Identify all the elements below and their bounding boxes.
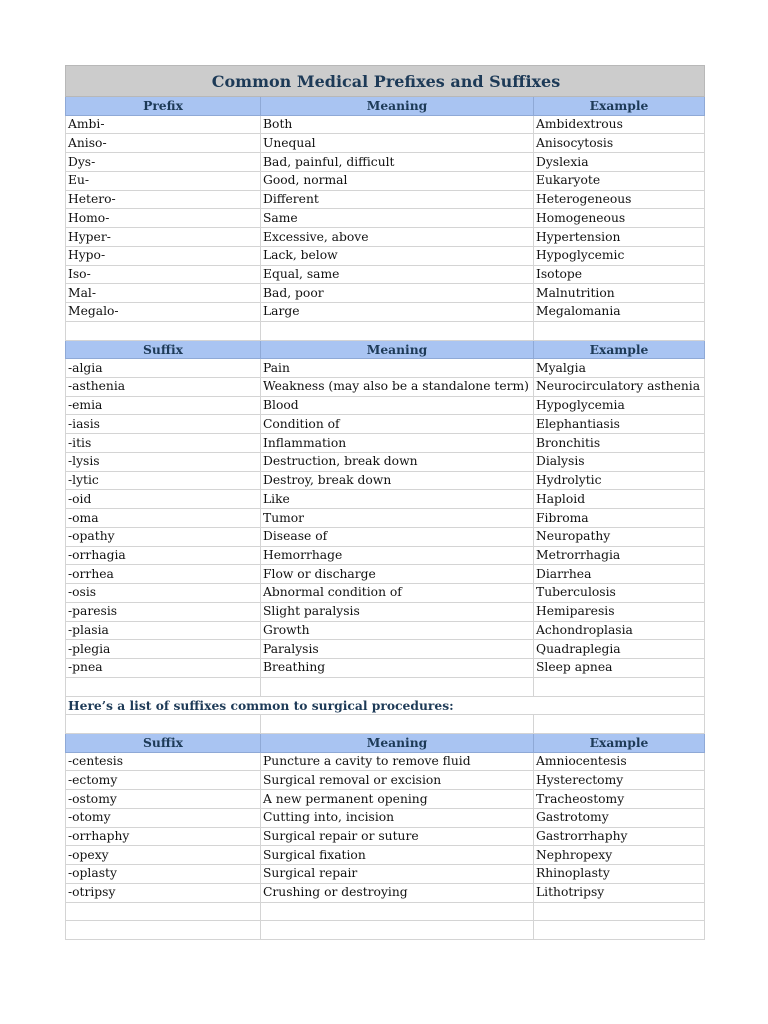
term-cell: -opexy: [66, 846, 261, 865]
meaning-cell: Tumor: [261, 509, 534, 528]
term-cell: [66, 902, 261, 921]
term-cell: Megalo-: [66, 303, 261, 322]
term-cell: -orrhagia: [66, 546, 261, 565]
term-cell: -paresis: [66, 602, 261, 621]
example-cell: Tuberculosis: [534, 584, 705, 603]
prefix-row: [66, 303, 705, 322]
term-cell: -plegia: [66, 640, 261, 659]
example-cell: Sleep apnea: [534, 659, 705, 678]
meaning-cell: Growth: [261, 621, 534, 640]
surgical-row: [66, 883, 705, 902]
prefix-row: [66, 209, 705, 228]
term-cell: [66, 321, 261, 340]
suffix-row: [66, 602, 705, 621]
example-cell: Ambidextrous: [534, 115, 705, 134]
meaning-cell: Inflammation: [261, 434, 534, 453]
meaning-cell: Cutting into, incision: [261, 808, 534, 827]
term-cell: Suffix: [66, 340, 261, 359]
surgical-row: [66, 865, 705, 884]
example-cell: Example: [534, 733, 705, 752]
term-cell: -algia: [66, 359, 261, 378]
meaning-cell: Same: [261, 209, 534, 228]
term-cell: Homo-: [66, 209, 261, 228]
term-cell: -ostomy: [66, 790, 261, 809]
title-row: [66, 66, 705, 97]
example-cell: Anisocytosis: [534, 134, 705, 153]
term-cell: -lytic: [66, 471, 261, 490]
suffix-row: [66, 452, 705, 471]
example-cell: Fibroma: [534, 509, 705, 528]
prefix-row: [66, 246, 705, 265]
meaning-cell: [261, 715, 534, 734]
example-cell: Diarrhea: [534, 565, 705, 584]
surgical-header-row: [66, 733, 705, 752]
example-cell: Achondroplasia: [534, 621, 705, 640]
surgical-row: [66, 752, 705, 771]
term-cell: Dys-: [66, 153, 261, 172]
example-cell: Metrorrhagia: [534, 546, 705, 565]
term-cell: Eu-: [66, 171, 261, 190]
suffix-row: [66, 659, 705, 678]
meaning-cell: Surgical fixation: [261, 846, 534, 865]
example-cell: Gastrotomy: [534, 808, 705, 827]
example-cell: Hysterectomy: [534, 771, 705, 790]
suffix-row: [66, 565, 705, 584]
example-cell: Megalomania: [534, 303, 705, 322]
surgical-row: [66, 827, 705, 846]
term-cell: [66, 715, 261, 734]
example-cell: Nephropexy: [534, 846, 705, 865]
suffix-row: [66, 584, 705, 603]
meaning-cell: Excessive, above: [261, 228, 534, 247]
meaning-cell: Pain: [261, 359, 534, 378]
term-cell: -emia: [66, 396, 261, 415]
term-cell: -itis: [66, 434, 261, 453]
example-cell: Isotope: [534, 265, 705, 284]
example-cell: Malnutrition: [534, 284, 705, 303]
example-cell: Hydrolytic: [534, 471, 705, 490]
term-cell: -centesis: [66, 752, 261, 771]
meaning-cell: Lack, below: [261, 246, 534, 265]
meaning-cell: [261, 921, 534, 940]
term-cell: Hyper-: [66, 228, 261, 247]
blank-row: [66, 902, 705, 921]
page-title: Common Medical Prefixes and Suffixes: [66, 66, 705, 97]
term-cell: -lysis: [66, 452, 261, 471]
prefix-row: [66, 115, 705, 134]
example-cell: Amniocentesis: [534, 752, 705, 771]
medical-terms-sheet: [65, 65, 705, 940]
suffix-row: [66, 396, 705, 415]
meaning-cell: Meaning: [261, 97, 534, 116]
prefix-row: [66, 190, 705, 209]
example-cell: Example: [534, 340, 705, 359]
meaning-cell: Bad, painful, difficult: [261, 153, 534, 172]
example-cell: Heterogeneous: [534, 190, 705, 209]
meaning-cell: Destruction, break down: [261, 452, 534, 471]
prefix-row: [66, 284, 705, 303]
meaning-cell: Equal, same: [261, 265, 534, 284]
example-cell: Rhinoplasty: [534, 865, 705, 884]
suffix-row: [66, 527, 705, 546]
suffix-row: [66, 640, 705, 659]
example-cell: Elephantiasis: [534, 415, 705, 434]
term-cell: Aniso-: [66, 134, 261, 153]
meaning-cell: Hemorrhage: [261, 546, 534, 565]
term-cell: -orrhea: [66, 565, 261, 584]
meaning-cell: Large: [261, 303, 534, 322]
example-cell: Neuropathy: [534, 527, 705, 546]
term-cell: -pnea: [66, 659, 261, 678]
example-cell: Hypoglycemic: [534, 246, 705, 265]
meaning-cell: Paralysis: [261, 640, 534, 659]
suffix-row: [66, 359, 705, 378]
suffix-row: [66, 415, 705, 434]
term-cell: Hetero-: [66, 190, 261, 209]
prefix-header-row: [66, 97, 705, 116]
example-cell: [534, 921, 705, 940]
prefix-row: [66, 265, 705, 284]
meaning-cell: A new permanent opening: [261, 790, 534, 809]
prefix-row: [66, 228, 705, 247]
example-cell: [534, 677, 705, 696]
example-cell: [534, 715, 705, 734]
suffix-row: [66, 378, 705, 397]
meaning-cell: Weakness (may also be a standalone term): [261, 378, 534, 397]
example-cell: Quadraplegia: [534, 640, 705, 659]
term-cell: -osis: [66, 584, 261, 603]
example-cell: Hemiparesis: [534, 602, 705, 621]
meaning-cell: [261, 902, 534, 921]
surgical-row: [66, 771, 705, 790]
term-cell: [66, 921, 261, 940]
term-cell: -oplasty: [66, 865, 261, 884]
meaning-cell: Breathing: [261, 659, 534, 678]
term-cell: Suffix: [66, 733, 261, 752]
meaning-cell: Good, normal: [261, 171, 534, 190]
prefix-row: [66, 134, 705, 153]
term-cell: Hypo-: [66, 246, 261, 265]
meaning-cell: Meaning: [261, 733, 534, 752]
example-cell: [534, 321, 705, 340]
term-cell: -asthenia: [66, 378, 261, 397]
example-cell: Dialysis: [534, 452, 705, 471]
example-cell: Gastrorrhaphy: [534, 827, 705, 846]
term-cell: Prefix: [66, 97, 261, 116]
term-cell: -opathy: [66, 527, 261, 546]
meaning-cell: [261, 321, 534, 340]
meaning-cell: Condition of: [261, 415, 534, 434]
blank-row: [66, 715, 705, 734]
example-cell: Lithotripsy: [534, 883, 705, 902]
meaning-cell: [261, 677, 534, 696]
meaning-cell: Slight paralysis: [261, 602, 534, 621]
suffix-header-row: [66, 340, 705, 359]
meaning-cell: Abnormal condition of: [261, 584, 534, 603]
meaning-cell: Meaning: [261, 340, 534, 359]
meaning-cell: Unequal: [261, 134, 534, 153]
example-cell: Bronchitis: [534, 434, 705, 453]
meaning-cell: Flow or discharge: [261, 565, 534, 584]
example-cell: Myalgia: [534, 359, 705, 378]
suffix-row: [66, 509, 705, 528]
blank-row: [66, 677, 705, 696]
meaning-cell: Disease of: [261, 527, 534, 546]
term-cell: -otomy: [66, 808, 261, 827]
term-cell: -oma: [66, 509, 261, 528]
meaning-cell: Like: [261, 490, 534, 509]
suffix-row: [66, 490, 705, 509]
example-cell: Neurocirculatory asthenia: [534, 378, 705, 397]
suffix-row: [66, 471, 705, 490]
surgical-row: [66, 846, 705, 865]
suffix-row: [66, 434, 705, 453]
meaning-cell: Both: [261, 115, 534, 134]
meaning-cell: Different: [261, 190, 534, 209]
prefix-row: [66, 153, 705, 172]
meaning-cell: Crushing or destroying: [261, 883, 534, 902]
suffix-row: [66, 546, 705, 565]
term-cell: Ambi-: [66, 115, 261, 134]
example-cell: Dyslexia: [534, 153, 705, 172]
blank-row: [66, 921, 705, 940]
example-cell: Hypoglycemia: [534, 396, 705, 415]
example-cell: Homogeneous: [534, 209, 705, 228]
example-cell: Eukaryote: [534, 171, 705, 190]
suffix-row: [66, 621, 705, 640]
blank-row: [66, 321, 705, 340]
term-cell: Iso-: [66, 265, 261, 284]
example-cell: Example: [534, 97, 705, 116]
term-cell: -ectomy: [66, 771, 261, 790]
example-cell: Hypertension: [534, 228, 705, 247]
example-cell: Tracheostomy: [534, 790, 705, 809]
meaning-cell: Surgical repair or suture: [261, 827, 534, 846]
surgical-note-row: [66, 696, 705, 715]
meaning-cell: Bad, poor: [261, 284, 534, 303]
surgical-row: [66, 808, 705, 827]
example-cell: [534, 902, 705, 921]
surgical-row: [66, 790, 705, 809]
term-cell: -orrhaphy: [66, 827, 261, 846]
example-cell: Haploid: [534, 490, 705, 509]
meaning-cell: Destroy, break down: [261, 471, 534, 490]
term-cell: -plasia: [66, 621, 261, 640]
surgical-note: Here’s a list of suffixes common to surgical procedures:: [66, 696, 705, 715]
meaning-cell: Puncture a cavity to remove fluid: [261, 752, 534, 771]
prefix-row: [66, 171, 705, 190]
meaning-cell: Blood: [261, 396, 534, 415]
term-cell: -otripsy: [66, 883, 261, 902]
meaning-cell: Surgical repair: [261, 865, 534, 884]
term-cell: -iasis: [66, 415, 261, 434]
meaning-cell: Surgical removal or excision: [261, 771, 534, 790]
term-cell: Mal-: [66, 284, 261, 303]
term-cell: -oid: [66, 490, 261, 509]
term-cell: [66, 677, 261, 696]
